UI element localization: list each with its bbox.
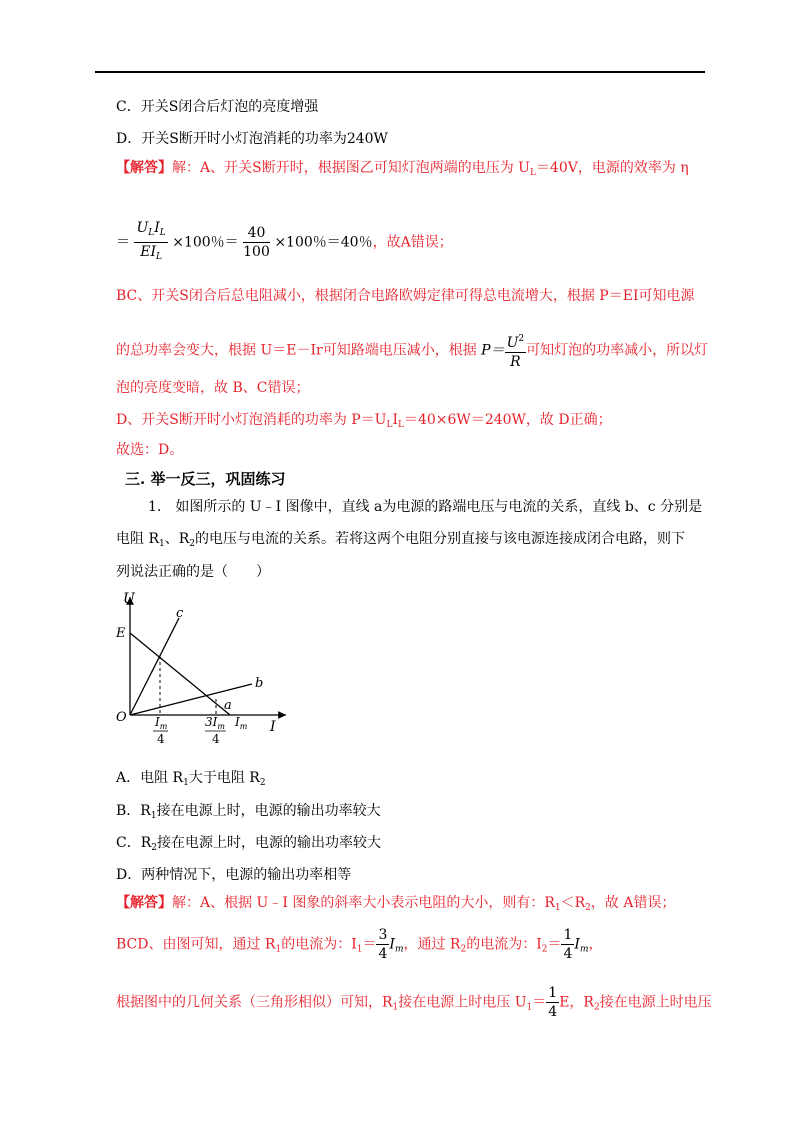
tick-im4-num: $I_m$ xyxy=(155,715,168,731)
ui-graph xyxy=(110,585,300,755)
option-d2: D．两种情况下，电源的输出功率相等 xyxy=(116,867,352,883)
header-rule xyxy=(95,71,705,73)
answer1-bc-line1: BC、开关S闭合后总电阻减小，根据闭合电路欧姆定律可得总电流增大，根据 P＝EI可知电源 xyxy=(116,288,695,304)
line-a-label: a xyxy=(224,698,232,713)
tick-3im4-den: 4 xyxy=(212,732,220,746)
fraction-u2-r: $\frac{U^2}{R}$ xyxy=(505,330,527,371)
tick-im4-den: 4 xyxy=(157,732,165,746)
origin-label: O xyxy=(116,710,127,725)
fraction-40-100: $\frac{40}{100}$ xyxy=(243,225,270,260)
fraction-3-4: $\frac{3}{4}$ xyxy=(378,927,388,962)
answer1-bc-line3: 泡的亮度变暗，故 B、C错误； xyxy=(116,380,310,396)
efficiency-equation: ＝ $\frac{U_LI_L}{EI_L}$ ×100％＝ $\frac{40}{100}$ ×100％＝40％，故A错误； xyxy=(116,219,453,266)
section-title: 三. 举一反三，巩固练习 xyxy=(125,470,286,488)
answer1-d-line: D、开关S断开时小灯泡消耗的功率为 $P=U_LI_L=40\times 6W=240W$，故 D正确； xyxy=(116,412,612,430)
option-c2: C．$R_2$接在电源上时，电源的输出功率较大 xyxy=(116,835,381,853)
option-a: A．电阻 $R_1$大于电阻 $R_2$ xyxy=(116,770,266,788)
q1-line3: 列说法正确的是（ ） xyxy=(116,564,270,580)
answer-tag: 【解答】 xyxy=(116,160,172,176)
line-b-label: b xyxy=(255,676,264,691)
line-b xyxy=(130,684,252,715)
answer1-choice: 故选：D。 xyxy=(116,442,184,458)
answer1-bc-line2: 的总功率会变大，根据 U＝E－Ir可知路端电压减小，根据 P＝ $\frac{U^2}{R}$ 可知灯泡的功率减小，所以灯 xyxy=(116,330,708,371)
y-axis-label: U xyxy=(123,591,135,607)
answer1-line1: 【解答】解：A、开关S断开时，根据图乙可知灯泡两端的电压为 $U_L=40V$，电源的效率为 η xyxy=(116,160,689,178)
fraction-1-4: $\frac{1}{4}$ xyxy=(563,927,573,962)
fraction-1-4-b: $\frac{1}{4}$ xyxy=(548,985,558,1020)
q1-line2: 电阻 $R_1$、$R_2$的电压与电流的关系。若将这两个电阻分别直接与该电源连接成闭合电路，则下 xyxy=(116,531,686,549)
tick-im: $I_m$ xyxy=(235,715,248,731)
answer2-line3: 根据图中的几何关系（三角形相似）可知，$R_1$接在电源上时电压 $U_1=$ $\frac{1}{4}$ E，$R_2$接在电源上时电压 xyxy=(116,985,712,1020)
tick-3im4-num: $3I_m$ xyxy=(205,715,225,731)
q1-line1: 1. 如图所示的 U﹣I 图像中，直线 a为电源的路端电压与电流的关系，直线 b、c 分别是 xyxy=(148,499,703,515)
e-label: E xyxy=(116,626,126,641)
option-d: D．开关S断开时小灯泡消耗的功率为240W xyxy=(116,131,388,147)
line-c-label: c xyxy=(176,606,184,621)
option-c: C．开关S闭合后灯泡的亮度增强 xyxy=(116,99,319,115)
option-b: B．$R_1$接在电源上时，电源的输出功率较大 xyxy=(116,803,381,821)
x-axis-label: I xyxy=(270,719,276,735)
answer2-line1: 【解答】解：A、根据 U﹣I 图象的斜率大小表示电阻的大小，则有：$R_1<R_2$，故 A错误； xyxy=(116,895,676,913)
fraction-ui-eil: $\frac{U_LI_L}{EI_L}$ xyxy=(136,220,166,262)
answer2-line2: BCD、由图可知，通过 $R_1$的电流为：$I_1=$ $\frac{3}{4}$ $I_m$，通过 $R_2$的电流为：$I_2=$ $\frac{1}{4}$ $I_m$， xyxy=(116,927,603,962)
